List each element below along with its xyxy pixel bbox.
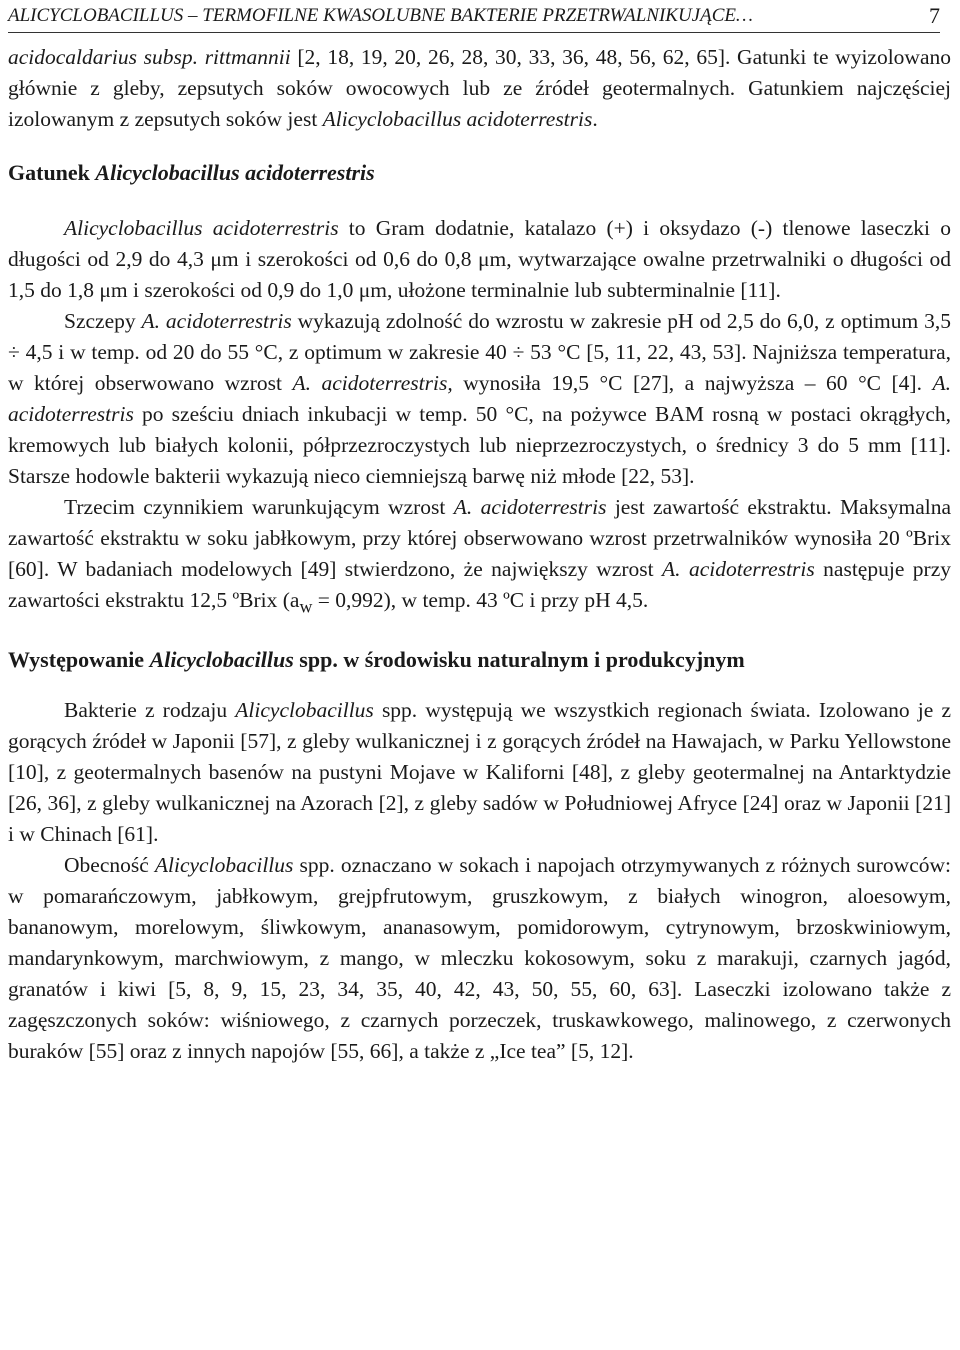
- section-heading-acidoterrestris: Gatunek Alicyclobacillus acidoterrestris: [8, 160, 375, 185]
- page-number: 7: [929, 3, 940, 28]
- paragraph-growth-conditions: Szczepy A. acidoterrestris wykazują zdolność do wzrostu w zakresie pH od 2,5 do 6,0, z optimum 3,5 ÷ 4,5 i w temp. od 20 do 55 °C, z optimum w zakresie 40 ÷ 53 °C [5, 11, 22, 43, 53]. Najniższa temperatura, w której obserwowano wzrost A. acidoterrestris, wynosiła 19,5 °C [27], a najwyższa – 60 °C [4]. A. acidoterrestris po sześciu dniach inkubacji w temp. 50 °C, na pożywce BAM rosną w postaci okrągłych, kremowych lub białych kolonii, półprzezroczystych lub nieprzezroczystych, o średnicy 3 do 5 mm [11]. Starsze hodowle bakterii wykazują nieco ciemniejszą barwę niż młode [22, 53].: [8, 309, 951, 488]
- page-body: [8, 42, 951, 1067]
- paragraph-morphology: Alicyclobacillus acidoterrestris to Gram dodatnie, katalazo (+) i oksydazo (-) tlenowe laseczki o długości od 2,9 do 4,3 μm i szerokości od 0,6 do 0,8 μm, wytwarzające owalne przetrwalniki o długości od 1,5 do 1,8 μm i szerokości od 0,9 do 1,0 μm, ułożone terminalnie lub subterminalnie [11].: [8, 216, 951, 302]
- paragraph-regions: Bakterie z rodzaju Alicyclobacillus spp. występują we wszystkich regionach świata. Izolowano je z gorących źródeł w Japonii [57], z gleby wulkanicznej i z gorących źródeł na Hawajach, w Parku Yellowstone [10], z geotermalnych basenów na pustyni Mojave w Kaliforni [48], z gleby geotermalnej na Antarktydzie [26, 36], z gleby wulkanicznej na Azorach [2], z gleby sadów w Południowej Afryce [24] oraz w Japonii [21] i w Chinach [61].: [8, 698, 951, 847]
- paragraph-juices: Obecność Alicyclobacillus spp. oznaczano w sokach i napojach otrzymywanych z różnych surowców: w pomarańczowym, jabłkowym, grejpfrutowym, gruszkowym, z białych winogron, aloesowym, bananowym, morelowym, śliwkowym, ananasowym, pomidorowym, cytrynowym, brzoskwiniowym, mandarynkowym, marchwiowym, z mango, w mleczku kokosowym, soku z marakuji, czarnych jagód, granatów i kiwi [5, 8, 9, 15, 23, 34, 35, 40, 42, 43, 50, 55, 60, 63]. Laseczki izolowano także z zagęszczonych soków: wiśniowego, z czarnych porzeczek, truskawkowego, malinowego, z czerwonych buraków [55] oraz z innych napojów [55, 66], a także z „Ice tea” [5, 12].: [8, 853, 951, 1064]
- paragraph-extract: Trzecim czynnikiem warunkującym wzrost A. acidoterrestris jest zawartość ekstraktu. Maksymalna zawartość ekstraktu w soku jabłkowym, przy której obserwowano wzrost przetrwalników wynosiła 20 ºBrix [60]. W badaniach modelowych [49] stwierdzono, że największy wzrost A. acidoterrestris następuje przy zawartości ekstraktu 12,5 ºBrix $(a_w = 0,992)$, w temp. 43 ºC i przy pH 4,5.: [8, 495, 951, 617]
- intro-paragraph: acidocaldarius subsp. rittmannii [2, 18, 19, 20, 26, 28, 30, 33, 36, 48, 56, 62, 65]. Gatunki te wyizolowano głównie z gleby, zepsutych soków owocowych lub ze źródeł geotermalnych. Gatunkiem najczęściej izolowanym z zepsutych soków jest Alicyclobacillus acidoterrestris.: [8, 45, 952, 131]
- running-title: ALICYCLOBACILLUS – TERMOFILNE KWASOLUBNE BAKTERIE PRZETRWALNIKUJĄCE…: [8, 5, 753, 26]
- running-header: [8, 0, 940, 33]
- section-heading-occurrence: Występowanie Alicyclobacillus spp. w środowisku naturalnym i produkcyjnym: [8, 647, 745, 673]
